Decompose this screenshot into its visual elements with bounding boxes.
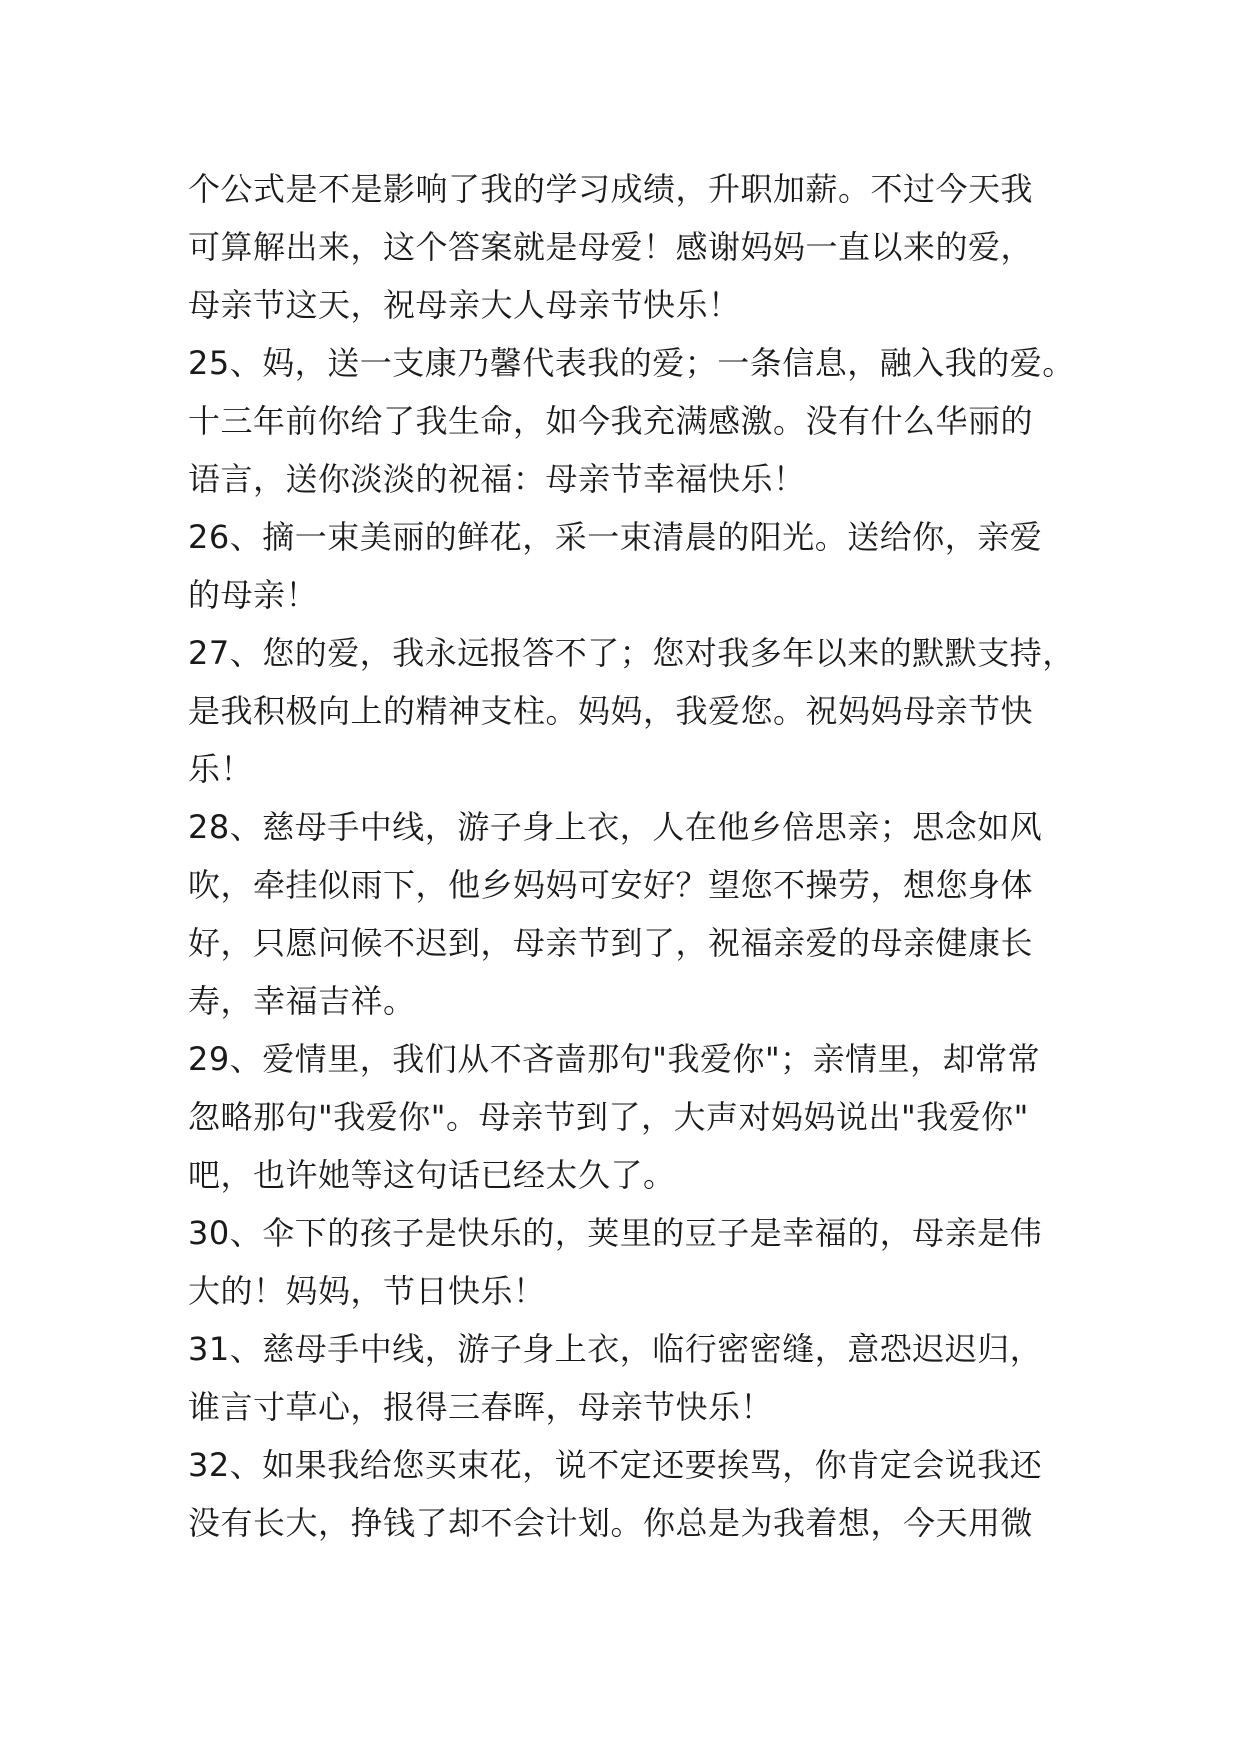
text-line: 可算解出来，这个答案就是母爱！感谢妈妈一直以来的爱， [188, 228, 1034, 266]
text-line: 29、爱情里，我们从不吝啬那句"我爱你"；亲情里，却常常 [188, 1040, 1041, 1078]
text-line: 个公式是不是影响了我的学习成绩，升职加薪。不过今天我 [188, 170, 1034, 208]
text-line: 32、如果我给您买束花，说不定还要挨骂，你肯定会说我还 [188, 1446, 1043, 1484]
text-line: 乐！ [188, 750, 254, 788]
text-line: 吹，牵挂似雨下，他乡妈妈可安好？望您不操劳，想您身体 [188, 866, 1034, 904]
text-line: 吧，也许她等这句话已经太久了。 [188, 1156, 676, 1194]
text-line: 的母亲！ [188, 576, 319, 614]
text-line: 是我积极向上的精神支柱。妈妈，我爱您。祝妈妈母亲节快 [188, 692, 1034, 730]
text-line: 语言，送你淡淡的祝福：母亲节幸福快乐！ [188, 460, 806, 498]
text-line: 母亲节这天，祝母亲大人母亲节快乐！ [188, 286, 741, 324]
text-line: 十三年前你给了我生命，如今我充满感激。没有什么华丽的 [188, 402, 1034, 440]
text-line: 27、您的爱，我永远报答不了；您对我多年以来的默默支持， [188, 634, 1075, 672]
text-line: 没有长大，挣钱了却不会计划。你总是为我着想，今天用微 [188, 1504, 1034, 1542]
text-line: 31、慈母手中线，游子身上衣，临行密密缝，意恐迟迟归， [188, 1330, 1043, 1368]
text-line: 忽略那句"我爱你"。母亲节到了，大声对妈妈说出"我爱你" [188, 1098, 1029, 1136]
text-line: 谁言寸草心，报得三春晖，母亲节快乐！ [188, 1388, 774, 1426]
text-line: 大的！妈妈，节日快乐！ [188, 1272, 546, 1310]
text-line: 好，只愿问候不迟到，母亲节到了，祝福亲爱的母亲健康长 [188, 924, 1034, 962]
text-line: 寿，幸福吉祥。 [188, 982, 416, 1020]
text-line: 26、摘一束美丽的鲜花，采一束清晨的阳光。送给你，亲爱 [188, 518, 1043, 556]
text-line: 30、伞下的孩子是快乐的，荚里的豆子是幸福的，母亲是伟 [188, 1214, 1043, 1252]
text-line: 28、慈母手中线，游子身上衣，人在他乡倍思亲；思念如风 [188, 808, 1043, 846]
document-body [188, 160, 1075, 1552]
text-line: 25、妈，送一支康乃馨代表我的爱；一条信息，融入我的爱。 [188, 344, 1075, 382]
